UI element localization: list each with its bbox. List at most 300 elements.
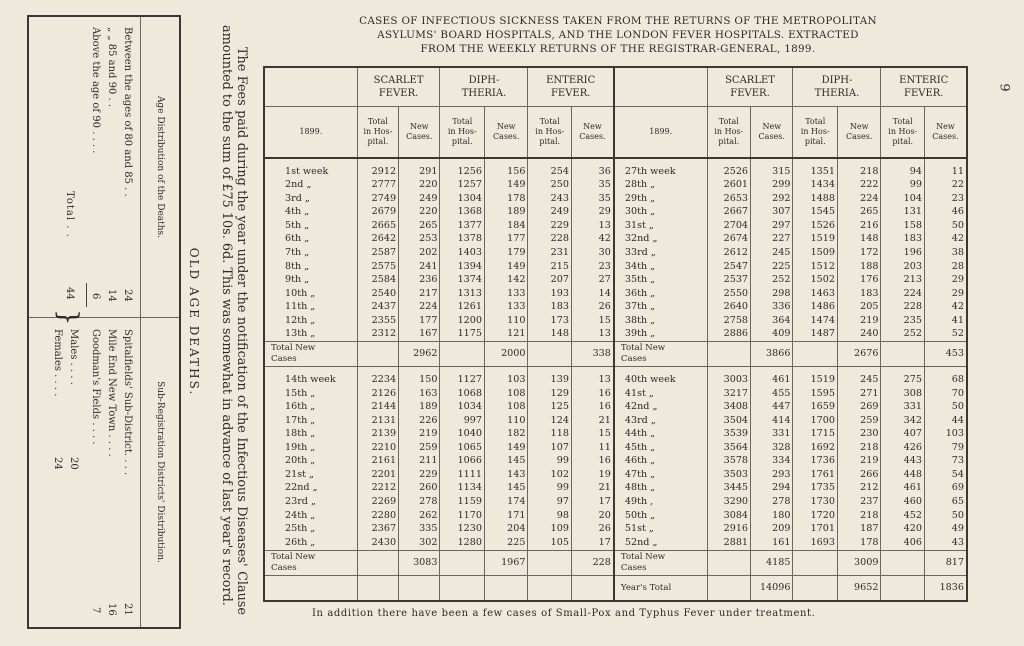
week-label: 10th „ (264, 287, 357, 301)
cell-value: 331 (881, 400, 924, 414)
cell-value: 1040 (440, 428, 485, 442)
week-label: 33rd „ (614, 246, 707, 260)
cell-value: 265 (399, 219, 440, 233)
cell-value: 2575 (357, 260, 398, 274)
cell-value: 29 (924, 287, 967, 301)
cell-value: 2355 (357, 314, 398, 328)
subheader-total: Total in Hos- pital. (793, 107, 838, 159)
cell-value: 2587 (357, 246, 398, 260)
cell-value: 131 (881, 206, 924, 220)
week-label: 27th week (614, 165, 707, 179)
cell-value: 22 (924, 179, 967, 193)
week-label: 44th „ (614, 428, 707, 442)
cell-value: 209 (751, 523, 793, 537)
cell-value: 1230 (440, 523, 485, 537)
cell-value: 240 (837, 328, 880, 342)
cell-value: 269 (837, 400, 880, 414)
cell-value: 44 (924, 414, 967, 428)
cell-value: 271 (837, 387, 880, 401)
cell-value: 461 (751, 373, 793, 387)
cell-value: 2139 (357, 428, 398, 442)
females-value: 24 (52, 457, 63, 470)
cell-value: 252 (751, 274, 793, 288)
cell-value: 167 (399, 328, 440, 342)
cell-value: 3445 (707, 482, 750, 496)
cell-value: 212 (837, 482, 880, 496)
cell-value: 179 (485, 246, 528, 260)
header-scarlet-left: SCARLET FEVER. (357, 67, 440, 107)
cell-value: 46 (924, 206, 967, 220)
total-value: 817 (924, 551, 967, 576)
week-label: 31st „ (614, 219, 707, 233)
week-label: 39th „ (614, 328, 707, 342)
cell-value: 297 (751, 219, 793, 233)
cell-value: 224 (837, 192, 880, 206)
total-value: 338 (571, 342, 613, 367)
cell-value: 3503 (707, 468, 750, 482)
cell-value: 3578 (707, 455, 750, 469)
week-label: 29th „ (614, 192, 707, 206)
cell-value: 265 (837, 206, 880, 220)
week-label: 6th „ (264, 233, 357, 247)
cell-value: 2640 (707, 301, 750, 315)
cell-value: 118 (528, 428, 571, 442)
week-label: 23rd „ (264, 495, 357, 509)
cell-value: 1256 (440, 165, 485, 179)
cell-value: 42 (924, 233, 967, 247)
cell-value: 224 (399, 301, 440, 315)
cell-value: 245 (751, 246, 793, 260)
cell-value: 50 (924, 400, 967, 414)
cell-value: 315 (751, 165, 793, 179)
cell-value: 202 (399, 246, 440, 260)
total-value: 2962 (399, 342, 440, 367)
cell-value: 245 (837, 373, 880, 387)
cell-value: 236 (399, 274, 440, 288)
cell-value: 145 (485, 455, 528, 469)
cell-value: 259 (399, 441, 440, 455)
cell-value: 225 (485, 536, 528, 550)
cell-value: 26 (571, 301, 613, 315)
cell-value: 176 (837, 274, 880, 288)
cell-value: 23 (924, 192, 967, 206)
cell-value: 1761 (793, 468, 838, 482)
cell-value: 1280 (440, 536, 485, 550)
cell-value: 426 (881, 441, 924, 455)
cell-value: 307 (751, 206, 793, 220)
age-row-1: Between the ages of 80 and 85 . . (122, 27, 133, 197)
year-total-value: 1836 (924, 576, 967, 602)
cell-value: 1066 (440, 455, 485, 469)
week-label: 28th „ (614, 179, 707, 193)
cell-value: 220 (399, 179, 440, 193)
week-label: 32nd „ (614, 233, 707, 247)
week-label: 40th week (614, 373, 707, 387)
cell-value: 278 (399, 495, 440, 509)
cell-value: 1512 (793, 260, 838, 274)
table-row (264, 455, 967, 469)
cell-value: 21 (571, 414, 613, 428)
cell-value: 1378 (440, 233, 485, 247)
cell-value: 342 (881, 414, 924, 428)
cell-value: 42 (571, 233, 613, 247)
cell-value: 1595 (793, 387, 838, 401)
cell-value: 1261 (440, 301, 485, 315)
cell-value: 1502 (793, 274, 838, 288)
cell-value: 2777 (357, 179, 398, 193)
cell-value: 406 (881, 536, 924, 550)
cell-value: 302 (399, 536, 440, 550)
cell-value: 328 (751, 441, 793, 455)
cell-value: 250 (528, 179, 571, 193)
cell-value: 252 (881, 328, 924, 342)
table-row (264, 387, 967, 401)
cell-value: 79 (924, 441, 967, 455)
cell-value: 156 (485, 165, 528, 179)
subheader-new: New Cases. (485, 107, 528, 159)
cell-value: 15 (571, 428, 613, 442)
cell-value: 2612 (707, 246, 750, 260)
week-label: 47th „ (614, 468, 707, 482)
cell-value: 3217 (707, 387, 750, 401)
week-label: 46th „ (614, 455, 707, 469)
cell-value: 15 (571, 314, 613, 328)
cell-value: 243 (528, 192, 571, 206)
cell-value: 99 (528, 455, 571, 469)
cell-value: 228 (528, 233, 571, 247)
cell-value: 1735 (793, 482, 838, 496)
cell-value: 35 (571, 192, 613, 206)
cell-value: 2550 (707, 287, 750, 301)
cell-value: 2234 (357, 373, 398, 387)
cell-value: 2653 (707, 192, 750, 206)
table-row (264, 523, 967, 537)
table-body (264, 158, 967, 601)
year-total-value: 14096 (751, 576, 793, 602)
cell-value: 278 (751, 495, 793, 509)
cell-value: 204 (485, 523, 528, 537)
cell-value: 262 (399, 509, 440, 523)
header-diph-right: DIPH- THERIA. (793, 67, 881, 107)
subheader-total: Total in Hos- pital. (707, 107, 750, 159)
cell-value: 182 (485, 428, 528, 442)
cell-value: 125 (528, 400, 571, 414)
district-row-2: Mile End New Town . . . . (106, 329, 117, 457)
cell-value: 142 (485, 274, 528, 288)
cell-value: 299 (751, 179, 793, 193)
age-total-value: 44 (64, 287, 75, 300)
cell-value: 133 (485, 287, 528, 301)
cell-value: 211 (399, 455, 440, 469)
table-row (264, 509, 967, 523)
district-distribution-header: Sub-Registration Districts' Distribution. (140, 317, 179, 627)
title-line-1: CASES OF INFECTIOUS SICKNESS TAKEN FROM THE RETURNS OF THE METROPOLITAN (359, 15, 877, 27)
cell-value: 161 (751, 536, 793, 550)
cell-value: 1368 (440, 206, 485, 220)
cell-value: 163 (399, 387, 440, 401)
cell-value: 110 (485, 314, 528, 328)
cell-value: 107 (528, 441, 571, 455)
cell-value: 150 (399, 373, 440, 387)
page-title (262, 14, 974, 56)
cell-value: 16 (571, 400, 613, 414)
table-row (264, 192, 967, 206)
cell-value: 3564 (707, 441, 750, 455)
cell-value: 228 (881, 301, 924, 315)
cell-value: 41 (924, 314, 967, 328)
cell-value: 1736 (793, 455, 838, 469)
total-value: 453 (924, 342, 967, 367)
cell-value: 452 (881, 509, 924, 523)
table-row (264, 441, 967, 455)
week-label: 9th „ (264, 274, 357, 288)
cell-value: 218 (837, 441, 880, 455)
header-enteric-right: ENTERIC FEVER. (881, 67, 967, 107)
cell-value: 230 (837, 428, 880, 442)
cell-value: 2749 (357, 192, 398, 206)
subheader-total: Total in Hos- pital. (528, 107, 571, 159)
cell-value: 172 (837, 246, 880, 260)
cell-value: 36 (571, 165, 613, 179)
cell-value: 364 (751, 314, 793, 328)
week-label: 19th „ (264, 441, 357, 455)
cell-value: 133 (485, 301, 528, 315)
cell-value: 253 (399, 233, 440, 247)
cell-value: 2280 (357, 509, 398, 523)
total-value: 3083 (399, 551, 440, 576)
cell-value: 2912 (357, 165, 398, 179)
week-label: 7th „ (264, 246, 357, 260)
table-row (264, 400, 967, 414)
cell-value: 2642 (357, 233, 398, 247)
corner-blank-left (264, 67, 357, 107)
cell-value: 13 (571, 219, 613, 233)
table-row (264, 328, 967, 342)
cell-value: 1351 (793, 165, 838, 179)
cell-value: 1486 (793, 301, 838, 315)
total-label: Total New Cases (264, 551, 357, 576)
cell-value: 2437 (357, 301, 398, 315)
week-label: 11th „ (264, 301, 357, 315)
cell-value: 14 (571, 287, 613, 301)
cell-value: 2667 (707, 206, 750, 220)
cell-value: 1170 (440, 509, 485, 523)
cell-value: 108 (485, 387, 528, 401)
cell-value: 70 (924, 387, 967, 401)
cell-value: 455 (751, 387, 793, 401)
week-label: 2nd „ (264, 179, 357, 193)
cell-value: 207 (528, 274, 571, 288)
table-row (264, 287, 967, 301)
cell-value: 11 (571, 441, 613, 455)
cell-value: 98 (528, 509, 571, 523)
cell-value: 241 (399, 260, 440, 274)
table-row (264, 301, 967, 315)
cell-value: 2881 (707, 536, 750, 550)
cell-value: 2126 (357, 387, 398, 401)
cell-value: 42 (924, 301, 967, 315)
week-label: 37th „ (614, 301, 707, 315)
table-row (264, 246, 967, 260)
subheader-total: Total in Hos- pital. (881, 107, 924, 159)
age-total-label: Total . . (64, 191, 75, 238)
cell-value: 1068 (440, 387, 485, 401)
cell-value: 16 (571, 455, 613, 469)
cell-value: 334 (751, 455, 793, 469)
cell-value: 143 (485, 468, 528, 482)
cell-value: 1545 (793, 206, 838, 220)
cell-value: 1519 (793, 233, 838, 247)
total-label: Total New Cases (614, 551, 707, 576)
week-label: 41st „ (614, 387, 707, 401)
cell-value: 291 (399, 165, 440, 179)
cell-value: 1377 (440, 219, 485, 233)
cell-value: 124 (528, 414, 571, 428)
cell-value: 229 (528, 219, 571, 233)
cell-value: 20 (571, 509, 613, 523)
cell-value: 149 (485, 441, 528, 455)
cell-value: 222 (837, 179, 880, 193)
cell-value: 103 (924, 428, 967, 442)
cell-value: 109 (528, 523, 571, 537)
cell-value: 218 (837, 165, 880, 179)
cell-value: 1701 (793, 523, 838, 537)
cell-value: 1111 (440, 468, 485, 482)
cell-value: 336 (751, 301, 793, 315)
cell-value: 447 (751, 400, 793, 414)
cell-value: 3408 (707, 400, 750, 414)
cell-value: 2540 (357, 287, 398, 301)
cell-value: 1034 (440, 400, 485, 414)
total-row (264, 342, 967, 367)
old-age-deaths-box: Age Distribution of the Deaths. Sub-Registration Districts' Distribution. Between the ages of 80 and 85 . . 24 „ „ 85 and 90 . . 14 Above the age of 90 . . . . 6 Total . . 44 } Spitalfields' Sub-District. . . . 21 Mile End New Town . . . . 16 Goodman's Fields . . . . 7 Males . . . . 20 Females . . . . 24 (27, 15, 181, 629)
week-label: 43rd „ (614, 414, 707, 428)
cell-value: 193 (528, 287, 571, 301)
cell-value: 23 (571, 260, 613, 274)
cell-value: 183 (881, 233, 924, 247)
cell-value: 1526 (793, 219, 838, 233)
header-enteric-left: ENTERIC FEVER. (528, 67, 614, 107)
cell-value: 52 (924, 328, 967, 342)
cell-value: 2758 (707, 314, 750, 328)
cell-value: 448 (881, 468, 924, 482)
cell-value: 149 (485, 179, 528, 193)
cell-value: 298 (751, 287, 793, 301)
cell-value: 149 (485, 260, 528, 274)
cell-value: 2886 (707, 328, 750, 342)
cell-value: 1434 (793, 179, 838, 193)
cell-value: 219 (399, 428, 440, 442)
cell-value: 184 (485, 219, 528, 233)
total-value: 3009 (837, 551, 880, 576)
district-row-1: Spitalfields' Sub-District. . . . (122, 329, 133, 476)
cell-value: 308 (881, 387, 924, 401)
week-label: 34th „ (614, 260, 707, 274)
total-value: 2000 (485, 342, 528, 367)
cell-value: 254 (528, 165, 571, 179)
cell-value: 229 (399, 468, 440, 482)
age-value-1: 24 (122, 289, 133, 302)
cell-value: 187 (837, 523, 880, 537)
week-label: 35th „ (614, 274, 707, 288)
cell-value: 129 (528, 387, 571, 401)
cell-value: 69 (924, 482, 967, 496)
cell-value: 68 (924, 373, 967, 387)
cell-value: 177 (399, 314, 440, 328)
total-label: Total New Cases (614, 342, 707, 367)
total-value: 2676 (837, 342, 880, 367)
district-value-1: 21 (122, 603, 133, 616)
table-row (264, 260, 967, 274)
cell-value: 1730 (793, 495, 838, 509)
cell-value: 105 (528, 536, 571, 550)
year-total-value: 9652 (837, 576, 880, 602)
females-label: Females . . . . (52, 329, 63, 397)
cell-value: 177 (485, 233, 528, 247)
cell-value: 21 (571, 482, 613, 496)
cell-value: 409 (751, 328, 793, 342)
cell-value: 220 (399, 206, 440, 220)
cell-value: 178 (485, 192, 528, 206)
week-label: 16th „ (264, 400, 357, 414)
total-label: Total New Cases (264, 342, 357, 367)
cell-value: 1715 (793, 428, 838, 442)
cell-value: 17 (571, 495, 613, 509)
cell-value: 2144 (357, 400, 398, 414)
age-value-2: 14 (106, 289, 117, 302)
cell-value: 26 (571, 523, 613, 537)
week-label: 1st week (264, 165, 357, 179)
total-value: 1967 (485, 551, 528, 576)
cell-value: 2665 (357, 219, 398, 233)
cell-value: 292 (751, 192, 793, 206)
cell-value: 139 (528, 373, 571, 387)
week-label: 18th „ (264, 428, 357, 442)
week-label: 24th „ (264, 509, 357, 523)
week-label: 3rd „ (264, 192, 357, 206)
table-row (264, 414, 967, 428)
infectious-sickness-table (263, 66, 968, 602)
cell-value: 35 (571, 179, 613, 193)
page-number: 9 (996, 83, 1012, 92)
cell-value: 3504 (707, 414, 750, 428)
cell-value: 1200 (440, 314, 485, 328)
week-label: 50th „ (614, 509, 707, 523)
district-row-3: Goodman's Fields . . . . (90, 329, 101, 445)
cell-value: 1692 (793, 441, 838, 455)
table-row (264, 219, 967, 233)
old-age-deaths-section (27, 15, 253, 629)
cell-value: 1313 (440, 287, 485, 301)
week-label: 8th „ (264, 260, 357, 274)
cell-value: 19 (571, 468, 613, 482)
cell-value: 2269 (357, 495, 398, 509)
cell-value: 2674 (707, 233, 750, 247)
subheader-new: New Cases. (399, 107, 440, 159)
cell-value: 13 (571, 328, 613, 342)
cell-value: 2601 (707, 179, 750, 193)
cell-value: 3539 (707, 428, 750, 442)
subheader-year: 1899. (264, 107, 357, 159)
cell-value: 407 (881, 428, 924, 442)
cell-value: 460 (881, 495, 924, 509)
table-row (264, 468, 967, 482)
cell-value: 54 (924, 468, 967, 482)
table-row (264, 179, 967, 193)
cell-value: 2537 (707, 274, 750, 288)
cell-value: 1474 (793, 314, 838, 328)
subheader-total: Total in Hos- pital. (440, 107, 485, 159)
